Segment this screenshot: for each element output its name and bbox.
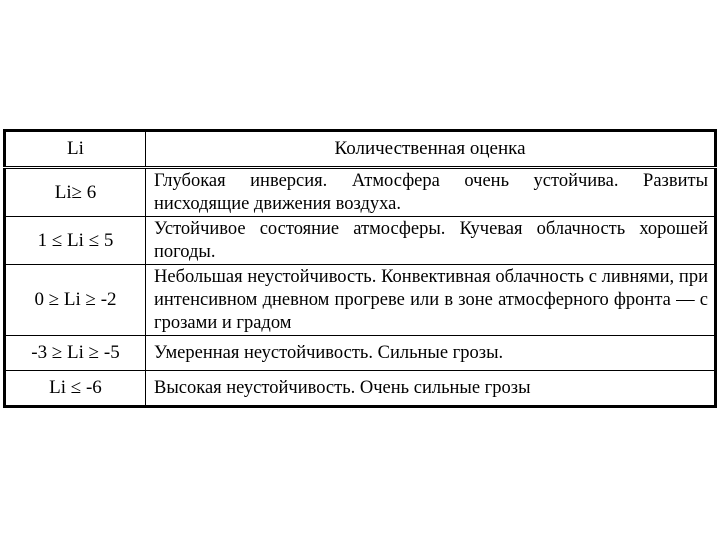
header-li: Li bbox=[5, 131, 146, 168]
lifted-index-table bbox=[3, 129, 717, 408]
table-row bbox=[5, 217, 716, 265]
table-body bbox=[5, 168, 716, 407]
assessment-cell: Устойчивое состояние атмосферы. Кучевая облачность хорошей погоды. bbox=[146, 217, 716, 265]
table-header bbox=[5, 131, 716, 168]
header-row bbox=[5, 131, 716, 168]
li-condition-cell: 1 ≤ Li ≤ 5 bbox=[5, 217, 146, 265]
assessment-cell: Высокая неустойчивость. Очень сильные грозы bbox=[146, 371, 716, 407]
li-condition-cell: 0 ≥ Li ≥ -2 bbox=[5, 265, 146, 336]
table-row bbox=[5, 265, 716, 336]
header-quantitative-assessment: Количественная оценка bbox=[146, 131, 716, 168]
li-condition-cell: -3 ≥ Li ≥ -5 bbox=[5, 336, 146, 371]
assessment-cell: Глубокая инверсия. Атмосфера очень устойчива. Развиты нисходящие движения воздуха. bbox=[146, 168, 716, 217]
li-condition-cell: Li≥ 6 bbox=[5, 168, 146, 217]
assessment-cell: Небольшая неустойчивость. Конвективная облачность с ливнями, при интенсивном дневном прогреве или в зоне атмосферного фронта — с грозами и градом bbox=[146, 265, 716, 336]
table-row bbox=[5, 336, 716, 371]
table-row bbox=[5, 371, 716, 407]
table-row bbox=[5, 168, 716, 217]
li-condition-cell: Li ≤ -6 bbox=[5, 371, 146, 407]
assessment-cell: Умеренная неустойчивость. Сильные грозы. bbox=[146, 336, 716, 371]
